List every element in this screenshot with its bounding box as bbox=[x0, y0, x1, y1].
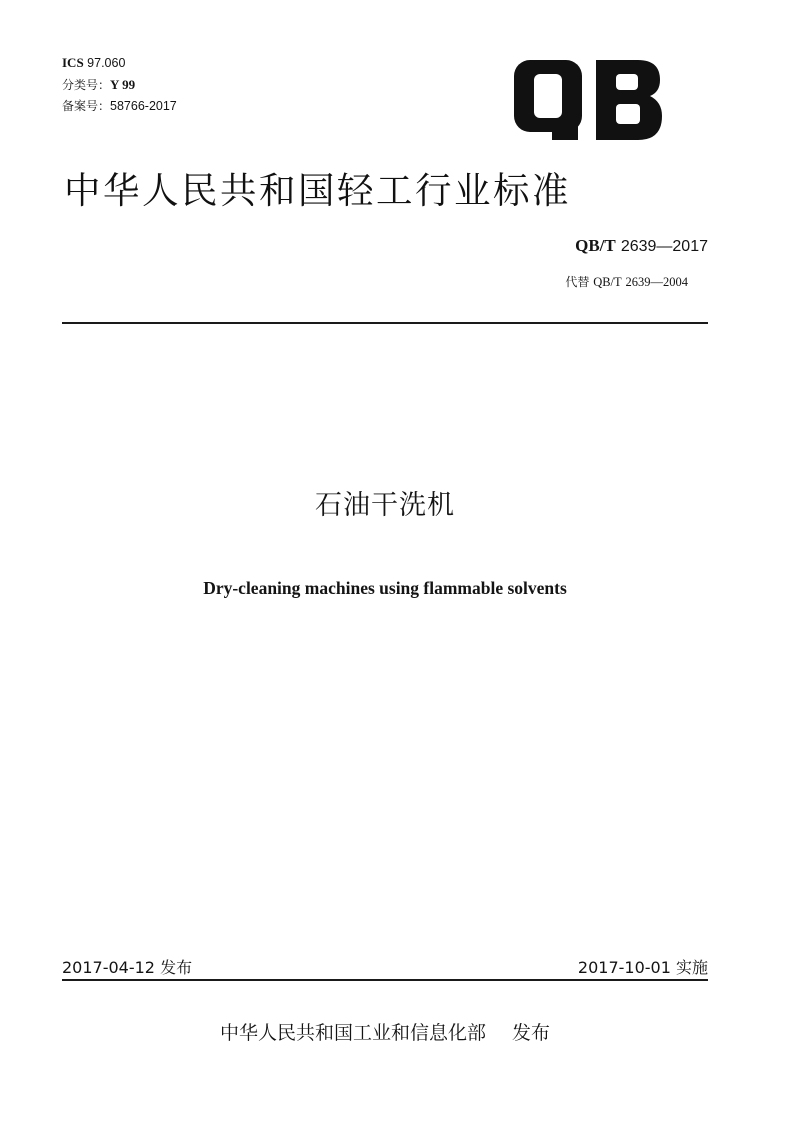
document-meta bbox=[62, 52, 177, 117]
organization-title: 中华人民共和国轻工行业标准 bbox=[64, 169, 571, 212]
publisher-issued: 发布 bbox=[512, 1022, 551, 1044]
record-value: 58766-2017 bbox=[110, 99, 177, 113]
qb-logo bbox=[512, 58, 664, 144]
replaces-label: 代替 bbox=[565, 275, 590, 289]
top-divider bbox=[62, 322, 708, 324]
implementation-date: 2017-10-01 实施 bbox=[577, 958, 708, 977]
publisher-name: 中华人民共和国工业和信息化部 bbox=[219, 1022, 486, 1044]
qb-logo-mark bbox=[512, 58, 664, 144]
standard-number-value: 2639—2017 bbox=[620, 238, 708, 255]
classification-value: Y 99 bbox=[110, 77, 136, 92]
standard-number bbox=[575, 236, 708, 256]
ics-value: 97.060 bbox=[87, 56, 126, 70]
classification-label: 分类号： bbox=[62, 78, 111, 92]
replaces-line bbox=[565, 273, 688, 290]
replaces-prefix: QB/T bbox=[593, 275, 622, 289]
publisher-line bbox=[0, 1018, 770, 1045]
record-line bbox=[62, 96, 177, 117]
replaces-number: 2639—2004 bbox=[625, 275, 688, 289]
record-label: 备案号： bbox=[62, 99, 111, 113]
ics-line bbox=[62, 52, 177, 74]
english-title: Dry-cleaning machines using flammable solvents bbox=[203, 578, 567, 598]
chinese-title: 石油干洗机 bbox=[315, 490, 455, 521]
issue-date: 2017-04-12 发布 bbox=[62, 958, 193, 977]
classification-line bbox=[62, 74, 177, 96]
ics-label: ICS bbox=[62, 55, 84, 70]
bottom-divider bbox=[62, 979, 708, 981]
standard-prefix: QB/T bbox=[575, 236, 616, 255]
